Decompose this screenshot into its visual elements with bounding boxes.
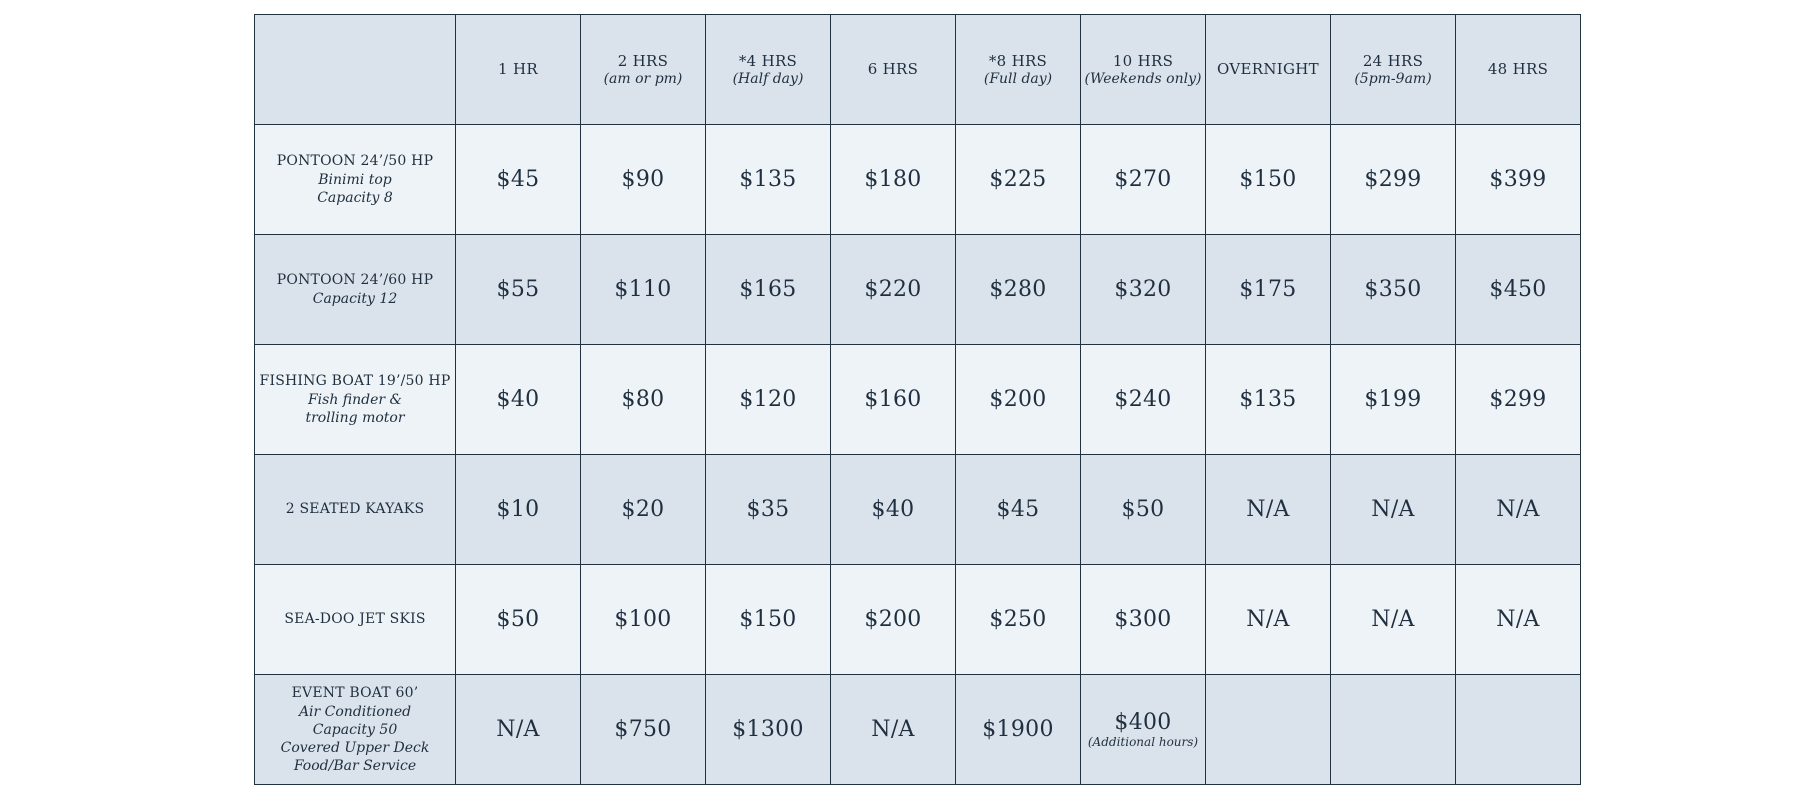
rental-item-detail: Capacity 50 <box>312 722 398 738</box>
price-cell <box>1206 455 1331 565</box>
price-cell <box>831 565 956 675</box>
price-cell <box>456 345 581 455</box>
price-value: $110 <box>614 277 672 302</box>
price-value: $180 <box>864 167 922 192</box>
price-cell <box>956 565 1081 675</box>
price-cell <box>1331 125 1456 235</box>
price-cell <box>956 675 1081 785</box>
table-row <box>255 345 1581 455</box>
rental-item-detail: Fish finder & <box>307 392 403 408</box>
price-cell <box>1331 675 1456 785</box>
price-cell <box>706 125 831 235</box>
price-cell <box>581 345 706 455</box>
column-header-duration: *8 HRS <box>988 51 1048 70</box>
price-cell <box>1081 345 1206 455</box>
price-cell <box>1206 345 1331 455</box>
rental-item-name: PONTOON 24’/60 HP <box>276 272 434 288</box>
price-value: $200 <box>989 387 1047 412</box>
table-row <box>255 235 1581 345</box>
price-value: $90 <box>621 167 665 192</box>
price-cell <box>1206 675 1331 785</box>
price-cell <box>1456 235 1581 345</box>
rental-item-cell <box>255 235 456 345</box>
price-cell <box>1206 125 1331 235</box>
column-header <box>831 15 956 125</box>
rental-item-cell <box>255 125 456 235</box>
price-value: N/A <box>1496 607 1540 632</box>
price-value: $10 <box>496 497 540 522</box>
price-cell <box>1331 455 1456 565</box>
price-cell <box>581 455 706 565</box>
price-value: $45 <box>496 167 540 192</box>
price-value: $250 <box>989 607 1047 632</box>
price-value: $299 <box>1489 387 1547 412</box>
column-header-duration: 2 HRS <box>617 51 669 70</box>
price-value: $135 <box>1239 387 1297 412</box>
column-header-duration: *4 HRS <box>738 51 798 70</box>
table-row <box>255 565 1581 675</box>
price-cell <box>1081 565 1206 675</box>
column-header <box>581 15 706 125</box>
price-value: $165 <box>739 277 797 302</box>
price-value: N/A <box>871 717 915 742</box>
price-cell <box>831 455 956 565</box>
price-cell <box>831 345 956 455</box>
price-value: $150 <box>1239 167 1297 192</box>
price-value: N/A <box>1246 497 1290 522</box>
column-header <box>456 15 581 125</box>
rental-item-detail: Food/Bar Service <box>293 758 417 774</box>
price-value: $450 <box>1489 277 1547 302</box>
rental-item-cell <box>255 345 456 455</box>
price-value: N/A <box>1246 607 1290 632</box>
column-header-note: (am or pm) <box>603 70 683 87</box>
price-cell <box>1081 455 1206 565</box>
price-cell <box>831 125 956 235</box>
price-cell <box>456 565 581 675</box>
price-value: $300 <box>1114 607 1172 632</box>
price-value: $100 <box>614 607 672 632</box>
price-value: $350 <box>1364 277 1422 302</box>
price-value: $80 <box>621 387 665 412</box>
price-value: N/A <box>1496 497 1540 522</box>
price-value: $160 <box>864 387 922 412</box>
price-cell <box>1081 125 1206 235</box>
column-header <box>1081 15 1206 125</box>
price-value: $240 <box>1114 387 1172 412</box>
price-value: N/A <box>1371 497 1415 522</box>
price-value: $50 <box>496 607 540 632</box>
price-note: (Additional hours) <box>1087 735 1199 749</box>
rental-item-name: 2 SEATED KAYAKS <box>285 501 425 517</box>
column-header-duration: 6 HRS <box>867 60 919 78</box>
rental-item-detail: Binimi top <box>318 172 392 188</box>
rental-item-cell <box>255 675 456 785</box>
price-cell <box>456 235 581 345</box>
column-header-duration: 48 HRS <box>1487 60 1549 78</box>
price-cell <box>1206 565 1331 675</box>
price-cell <box>831 675 956 785</box>
price-cell <box>1081 675 1206 785</box>
price-cell <box>706 345 831 455</box>
price-cell <box>956 345 1081 455</box>
price-cell <box>1331 235 1456 345</box>
price-value: $280 <box>989 277 1047 302</box>
price-value: $750 <box>614 717 672 742</box>
price-cell <box>1331 345 1456 455</box>
rental-item-detail: Capacity 8 <box>317 190 393 206</box>
rental-item-detail: Covered Upper Deck <box>280 740 430 756</box>
price-value: N/A <box>496 717 540 742</box>
price-cell <box>706 565 831 675</box>
price-value: $299 <box>1364 167 1422 192</box>
rental-item-name: PONTOON 24’/50 HP <box>276 153 434 169</box>
price-value: $55 <box>496 277 540 302</box>
price-value: $1300 <box>732 717 804 742</box>
price-cell <box>1331 565 1456 675</box>
rental-item-name: FISHING BOAT 19’/50 HP <box>259 373 451 389</box>
price-value: $225 <box>989 167 1047 192</box>
price-cell <box>456 125 581 235</box>
price-cell <box>581 125 706 235</box>
price-cell <box>456 455 581 565</box>
rental-item-cell <box>255 565 456 675</box>
price-cell <box>1456 125 1581 235</box>
column-header-note: (Weekends only) <box>1084 70 1202 87</box>
corner-cell <box>255 15 456 125</box>
column-header-note: (Half day) <box>732 70 804 87</box>
rental-item-detail: Air Conditioned <box>298 704 412 720</box>
price-value: $399 <box>1489 167 1547 192</box>
price-value: $50 <box>1121 497 1165 522</box>
column-header-duration: OVERNIGHT <box>1217 60 1319 78</box>
price-cell <box>831 235 956 345</box>
price-value: $200 <box>864 607 922 632</box>
column-header-note: (5pm-9am) <box>1354 70 1432 87</box>
price-value: $1900 <box>982 717 1054 742</box>
price-cell <box>956 455 1081 565</box>
price-value: $220 <box>864 277 922 302</box>
price-cell <box>1456 565 1581 675</box>
price-cell <box>581 565 706 675</box>
column-header <box>706 15 831 125</box>
price-value: $40 <box>871 497 915 522</box>
price-cell <box>1081 235 1206 345</box>
header-row <box>255 15 1581 125</box>
rental-rates-table <box>254 14 1581 785</box>
table-row <box>255 455 1581 565</box>
price-cell <box>456 675 581 785</box>
table-row <box>255 675 1581 785</box>
column-header-duration: 1 HR <box>498 60 538 78</box>
price-value: $400 <box>1114 710 1172 735</box>
price-value: N/A <box>1371 607 1415 632</box>
rental-item-detail: trolling motor <box>305 410 405 426</box>
price-cell <box>706 675 831 785</box>
price-value: $270 <box>1114 167 1172 192</box>
column-header <box>956 15 1081 125</box>
price-value: $320 <box>1114 277 1172 302</box>
price-value: $20 <box>621 497 665 522</box>
price-cell <box>1456 675 1581 785</box>
rental-item-detail: Capacity 12 <box>312 291 398 307</box>
column-header-duration: 24 HRS <box>1362 51 1424 70</box>
price-value: $40 <box>496 387 540 412</box>
price-value: $135 <box>739 167 797 192</box>
column-header <box>1331 15 1456 125</box>
rental-rates-body <box>255 15 1581 785</box>
price-value: $199 <box>1364 387 1422 412</box>
column-header <box>1456 15 1581 125</box>
rental-item-cell <box>255 455 456 565</box>
price-value: $175 <box>1239 277 1297 302</box>
column-header-note: (Full day) <box>983 70 1053 87</box>
price-value: $150 <box>739 607 797 632</box>
price-cell <box>1456 345 1581 455</box>
price-value: $120 <box>739 387 797 412</box>
column-header <box>1206 15 1331 125</box>
price-value: $45 <box>996 497 1040 522</box>
price-cell <box>1456 455 1581 565</box>
price-cell <box>706 455 831 565</box>
price-cell <box>581 235 706 345</box>
price-cell <box>706 235 831 345</box>
price-cell <box>1206 235 1331 345</box>
price-value: $35 <box>746 497 790 522</box>
price-cell <box>956 125 1081 235</box>
price-cell <box>956 235 1081 345</box>
rental-item-name: SEA-DOO JET SKIS <box>284 611 426 627</box>
table-row <box>255 125 1581 235</box>
column-header-duration: 10 HRS <box>1112 51 1174 70</box>
price-cell <box>581 675 706 785</box>
rental-item-name: EVENT BOAT 60’ <box>291 685 419 701</box>
